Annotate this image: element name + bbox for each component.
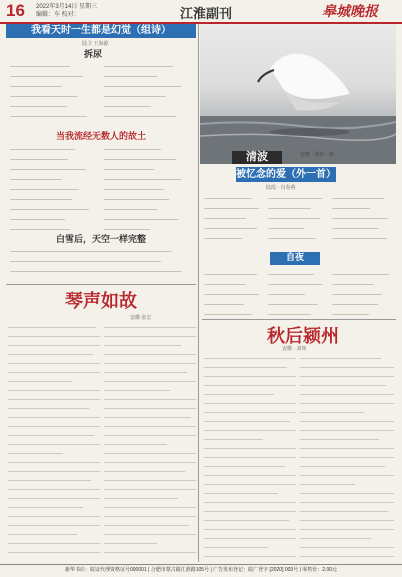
article2-col-1 <box>8 322 100 560</box>
article1-sub2: 当我流经无数人的故土 <box>56 132 147 142</box>
divider-2 <box>202 319 396 320</box>
article3-title: 被忆念的爱（外一首） <box>236 169 336 180</box>
article1-byline: 陆卫 王海源 <box>82 41 109 47</box>
article3-subtitle: 自夜 <box>270 252 320 265</box>
section-title: 江淮副刊 <box>180 6 233 21</box>
article2-col-2 <box>104 322 196 560</box>
poem3-col-2 <box>268 192 328 248</box>
article2-title: 琴声如故 <box>65 291 137 312</box>
poem-col-d <box>104 143 190 231</box>
photo-title: 清波 <box>232 151 282 164</box>
poem3-col-4 <box>204 268 264 318</box>
article4-col-2 <box>300 353 394 560</box>
article4-title: 秋后颍州 <box>267 326 339 347</box>
article1-sub3: 白雪后，天空一样完整 <box>56 235 147 245</box>
page-number: 16 <box>6 1 25 20</box>
article4-col-1 <box>204 353 296 560</box>
poem3-col-6 <box>332 268 394 318</box>
article3-byline: 陆霞 · 冯春燕 <box>266 185 296 191</box>
poem-col-a <box>10 60 96 120</box>
article1-title: 我看天时一生都是幻觉（组诗） <box>6 24 196 38</box>
newspaper-logo: 皋城晚报 <box>322 4 378 20</box>
article4-byline: 安徽 · 刘如 <box>282 346 307 352</box>
page-header <box>0 0 402 24</box>
article2-byline: 安徽 张宏 <box>130 315 152 321</box>
column-rule <box>198 24 199 562</box>
photo-credit: 安徽 · 摄影 · 陈 <box>300 152 334 158</box>
poem3-col-1 <box>204 192 264 248</box>
divider <box>6 284 196 285</box>
poem-col-e <box>10 245 190 281</box>
poem3-col-3 <box>332 192 394 248</box>
poem-col-c <box>10 143 96 231</box>
swan-illustration <box>200 24 396 164</box>
article1-sub1: 拆尿 <box>84 50 103 60</box>
poem-col-b <box>104 60 190 120</box>
issue-date: 2022年3月14日 星期三 编辑：车 校对： <box>36 4 98 18</box>
poem3-col-5 <box>268 268 328 318</box>
page-footer: 新华书店：皖证代理资格证号000001 | 合肥市蒙古路江淮路105号 | 广告发布登记：皖广登字 [2020] 003号 | 零售价：2.00元 <box>0 564 402 577</box>
swan-photo <box>200 24 396 164</box>
